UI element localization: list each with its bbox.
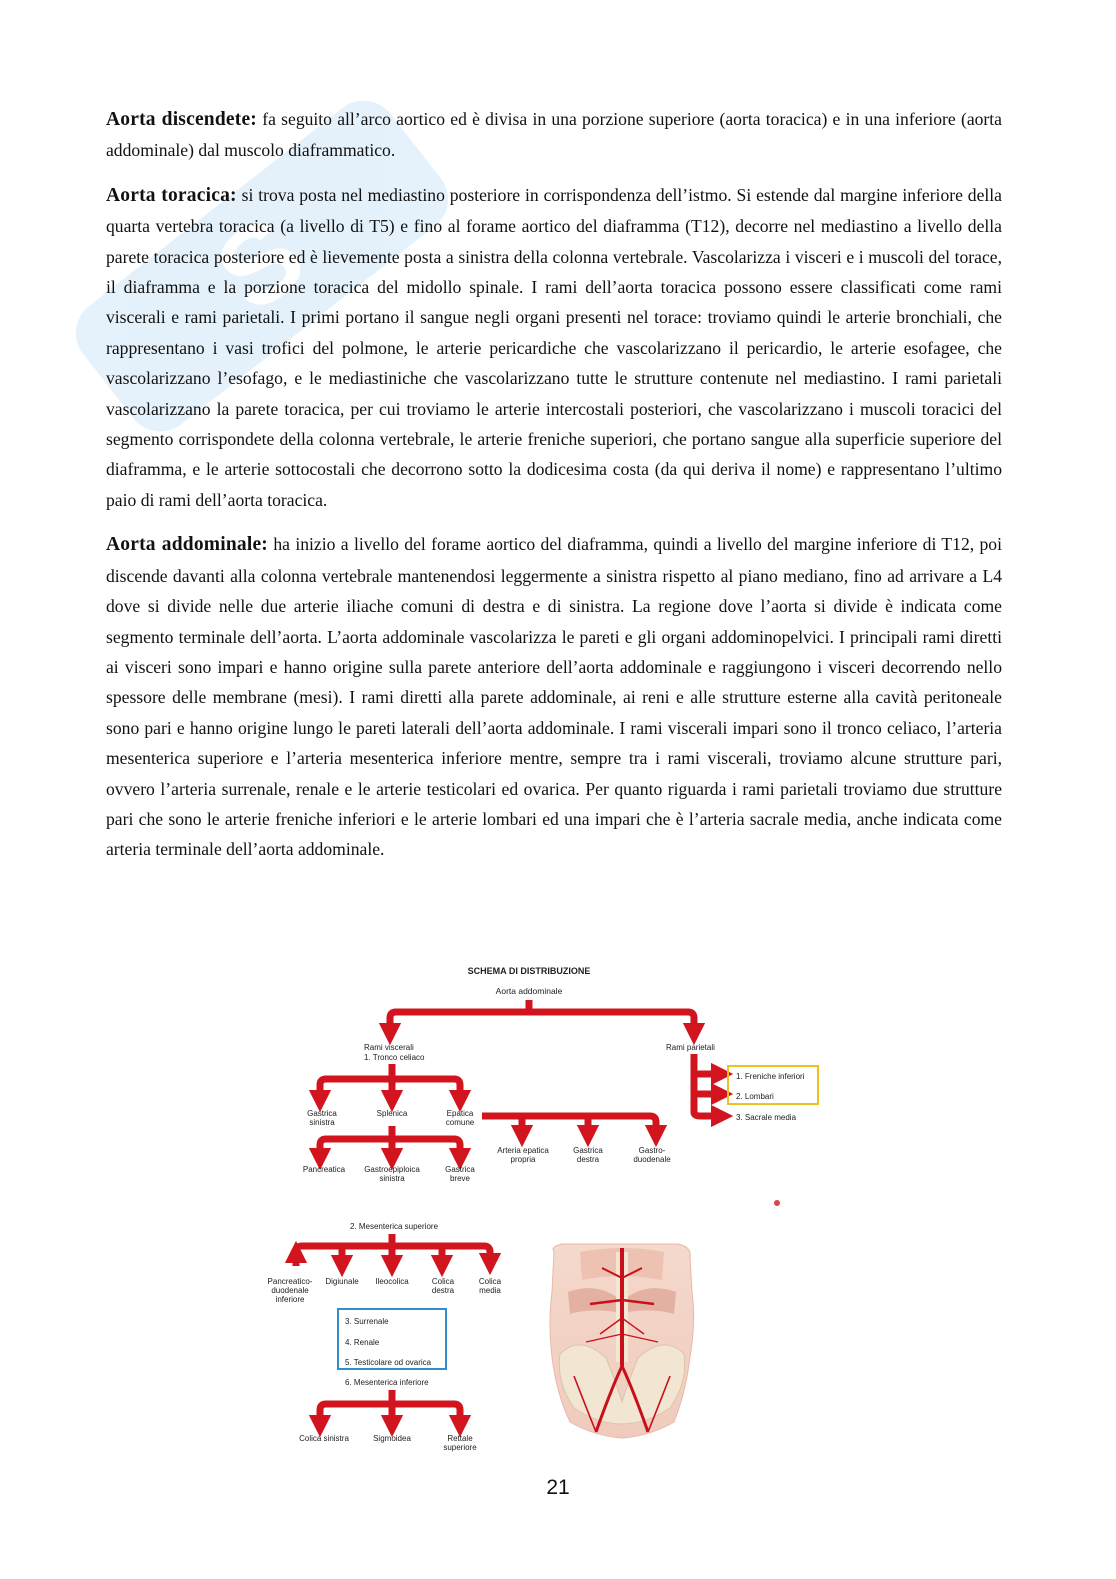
supmes-branch-ileocolica: Ileocolica [375,1277,409,1286]
hepatic-branch-gastrica-destra [573,1146,603,1164]
arrow-celiac-right [392,1079,460,1101]
paragraph-body: si trova posta nel mediastino posteriore in corrispondenza dell’istmo. Si estende dal margine inferiore della quarta vertebra toracica (a livello di T5) e fino al forame aortico del diaframma (T12), decorre nel mediastino a livello della parete toracica posteriore ed è lievemente posta a sinistra della colonna vertebrale. Vascolarizza i visceri e i muscoli del torace, il diaframma e la porzione toracica del midollo spinale. I rami dell’aorta toracica possono essere classificati come rami viscerali e rami parietali. I primi portano il sangue negli organi presenti nel torace: troviamo quindi le arterie bronchiali, che rappresentano i vasi trofici del polmone, le arterie pericardiche che vascolarizzano il pericardio, le arterie esofagee, che vascolarizzano l’esofago, e le mediastiniche che vascolarizzano tutte le strutture contenute nel mediastino. I rami parietali vascolarizzano la parete toracica, per cui troviamo le arterie intercostali posteriori, che vascolarizzano i muscoli toracici del segmento corrispondete della colonna vertebrale, le arterie freniche superiori, che portano sangue alla superficie superiore del diaframma, e le arterie sottocostali che decorrono sotto la dodicesima costa (da qui deriva il nome) e rappresentano l’ultimo paio di rami dell’aorta toracica. [106,184,1002,510]
inf-mesenteric-label: 6. Mesenterica inferiore [345,1378,429,1387]
label-line: Gastro- [638,1146,666,1155]
splenic-branch-gastrica-breve [445,1165,475,1183]
paragraph-heading: Aorta addominale: [106,534,268,556]
parietal-item-2: 2. Lombari [736,1092,774,1101]
parietal-label: Rami parietali [666,1043,715,1052]
diagram-root-label: Aorta addominale [495,986,563,996]
text-column [106,104,1002,879]
label-line: Rettale [447,1434,473,1443]
stray-dot [774,1200,780,1206]
paragraph-body: ha inizio a livello del forame aortico del diaframma, quindi a livello del margine inferiore di T12, poi discende davanti alla colonna vertebrale mantenendosi leggermente a sinistra rispetto al piano mediano, fino ad arrivare a L4 dove si divide nelle due arterie iliache comuni di destra e di sinistra. La regione dove l’aorta si divide è indicata come segmento terminale dell’aorta. L’aorta addominale vascolarizza le pareti e gli organi addominopelvici. I principali rami diretti ai visceri sono impari e hanno origine sulla parete anteriore dell’aorta addominale e raggiungono i visceri decorrendo nello spessore delle membrane (mesi). I rami diretti alla parete addominale, ai reni e alle strutture esterne alla cavità peritoneale sono pari e hanno origine lungo le pareti laterali dell’aorta addominale. I rami viscerali impari sono il tronco celiaco, l’arteria mesenterica superiore e l’arteria mesenterica inferiore mentre, sempre tra i rami viscerali, troviamo alcune strutture pari, ovvero l’arteria surrenale, renale e le arterie testicolari ed ovarica. Per quanto riguarda i rami parietali troviamo due strutture pari che sono le arterie freniche inferiori e le arterie lombari ed una impari che è l’arteria sacrale media, anche indicata come arteria terminale dell’aorta addominale. [106,534,1002,860]
label-line: Gastrica [445,1165,475,1174]
supmes-branch-pancreatico [268,1277,313,1304]
label-line: breve [449,1174,471,1183]
visceral-label: Rami viscerali [364,1043,414,1052]
label-line: inferiore [275,1295,305,1304]
label-line: Gastroepiploica [364,1165,420,1174]
diagram-title: SCHEMA DI DISTRIBUZIONE [467,966,591,976]
arrow-parietal-3 [694,1112,722,1116]
paired-item-renale: 4. Renale [345,1338,380,1347]
arrow-visceral [390,1012,529,1034]
celiac-branch-epatica-comune [446,1109,475,1127]
label-line: propria [510,1155,536,1164]
label-line: sinistra [309,1118,335,1127]
label-line: Gastrica [573,1146,603,1155]
diagram-svg [250,962,850,1462]
arrow-celiac-left [320,1079,392,1101]
abdominal-aorta-illustration [550,1244,694,1438]
label-line: Colica [431,1277,455,1286]
celiac-trunk-label: 1. Tronco celiaco [364,1053,425,1062]
paragraph-body: fa seguito all’arco aortico ed è divisa in una porzione superiore (aorta toracica) e in una inferiore (aorta addominale) dal muscolo diaframmatico. [106,109,1002,161]
splenic-branch-pancreatica: Pancreatica [302,1165,346,1174]
supmes-branch-digiunale: Digiunale [325,1277,359,1286]
sup-mesenteric-label: 2. Mesenterica superiore [349,1222,439,1231]
distribution-diagram [250,962,850,1462]
label-line: Arteria epatica [497,1146,549,1155]
arrow-infmes-right [392,1404,460,1426]
supmes-branch-colica-media [479,1277,502,1295]
paragraph-heading: Aorta toracica: [106,184,237,206]
label-line: Pancreatico- [267,1277,313,1286]
parietal-item-1: 1. Freniche inferiori [736,1072,805,1081]
paired-item-testicolare: 5. Testicolare od ovarica [345,1358,432,1367]
label-line: destra [431,1286,455,1295]
paragraph-aorta-discendente [106,104,1002,166]
svg-text:S: S [193,193,328,336]
label-line: comune [445,1118,475,1127]
label-line: media [479,1286,501,1295]
label-line: destra [576,1155,600,1164]
parietal-item-3: 3. Sacrale media [736,1113,797,1122]
splenic-branch-gastroepiploica [364,1165,420,1183]
celiac-branch-splenica: Splenica [376,1109,408,1118]
page-number: 21 [546,1476,570,1499]
arrow-hepatic-link [482,1116,656,1136]
label-line: Colica [478,1277,502,1286]
label-line: Gastrica [307,1109,337,1118]
infmes-branch-sigmoidea: Sigmoidea [373,1434,411,1443]
paragraph-aorta-addominale [106,529,1002,864]
arrow-splenic-left [320,1139,392,1159]
arrow-parietal [529,1012,694,1034]
paragraph-aorta-toracica [106,180,1002,515]
paragraph-heading: Aorta discendete: [106,109,257,130]
supmes-branch-colica-destra [432,1277,455,1295]
label-line: Epatica [446,1109,474,1118]
label-line: sinistra [379,1174,405,1183]
infmes-branch-rettale-superiore [443,1434,477,1452]
hepatic-branch-epatica-propria [497,1146,549,1164]
celiac-branch-gastrica-sinistra [307,1109,337,1127]
label-line: duodenale [633,1155,671,1164]
label-line: duodenale [271,1286,309,1295]
infmes-branch-colica-sinistra: Colica sinistra [299,1434,349,1443]
arrow-infmes-left [320,1404,392,1426]
label-line: superiore [443,1443,477,1452]
hepatic-branch-gastroduodenale [633,1146,671,1164]
arrow-splenic-right [392,1139,460,1159]
paired-item-surrenale: 3. Surrenale [345,1317,389,1326]
